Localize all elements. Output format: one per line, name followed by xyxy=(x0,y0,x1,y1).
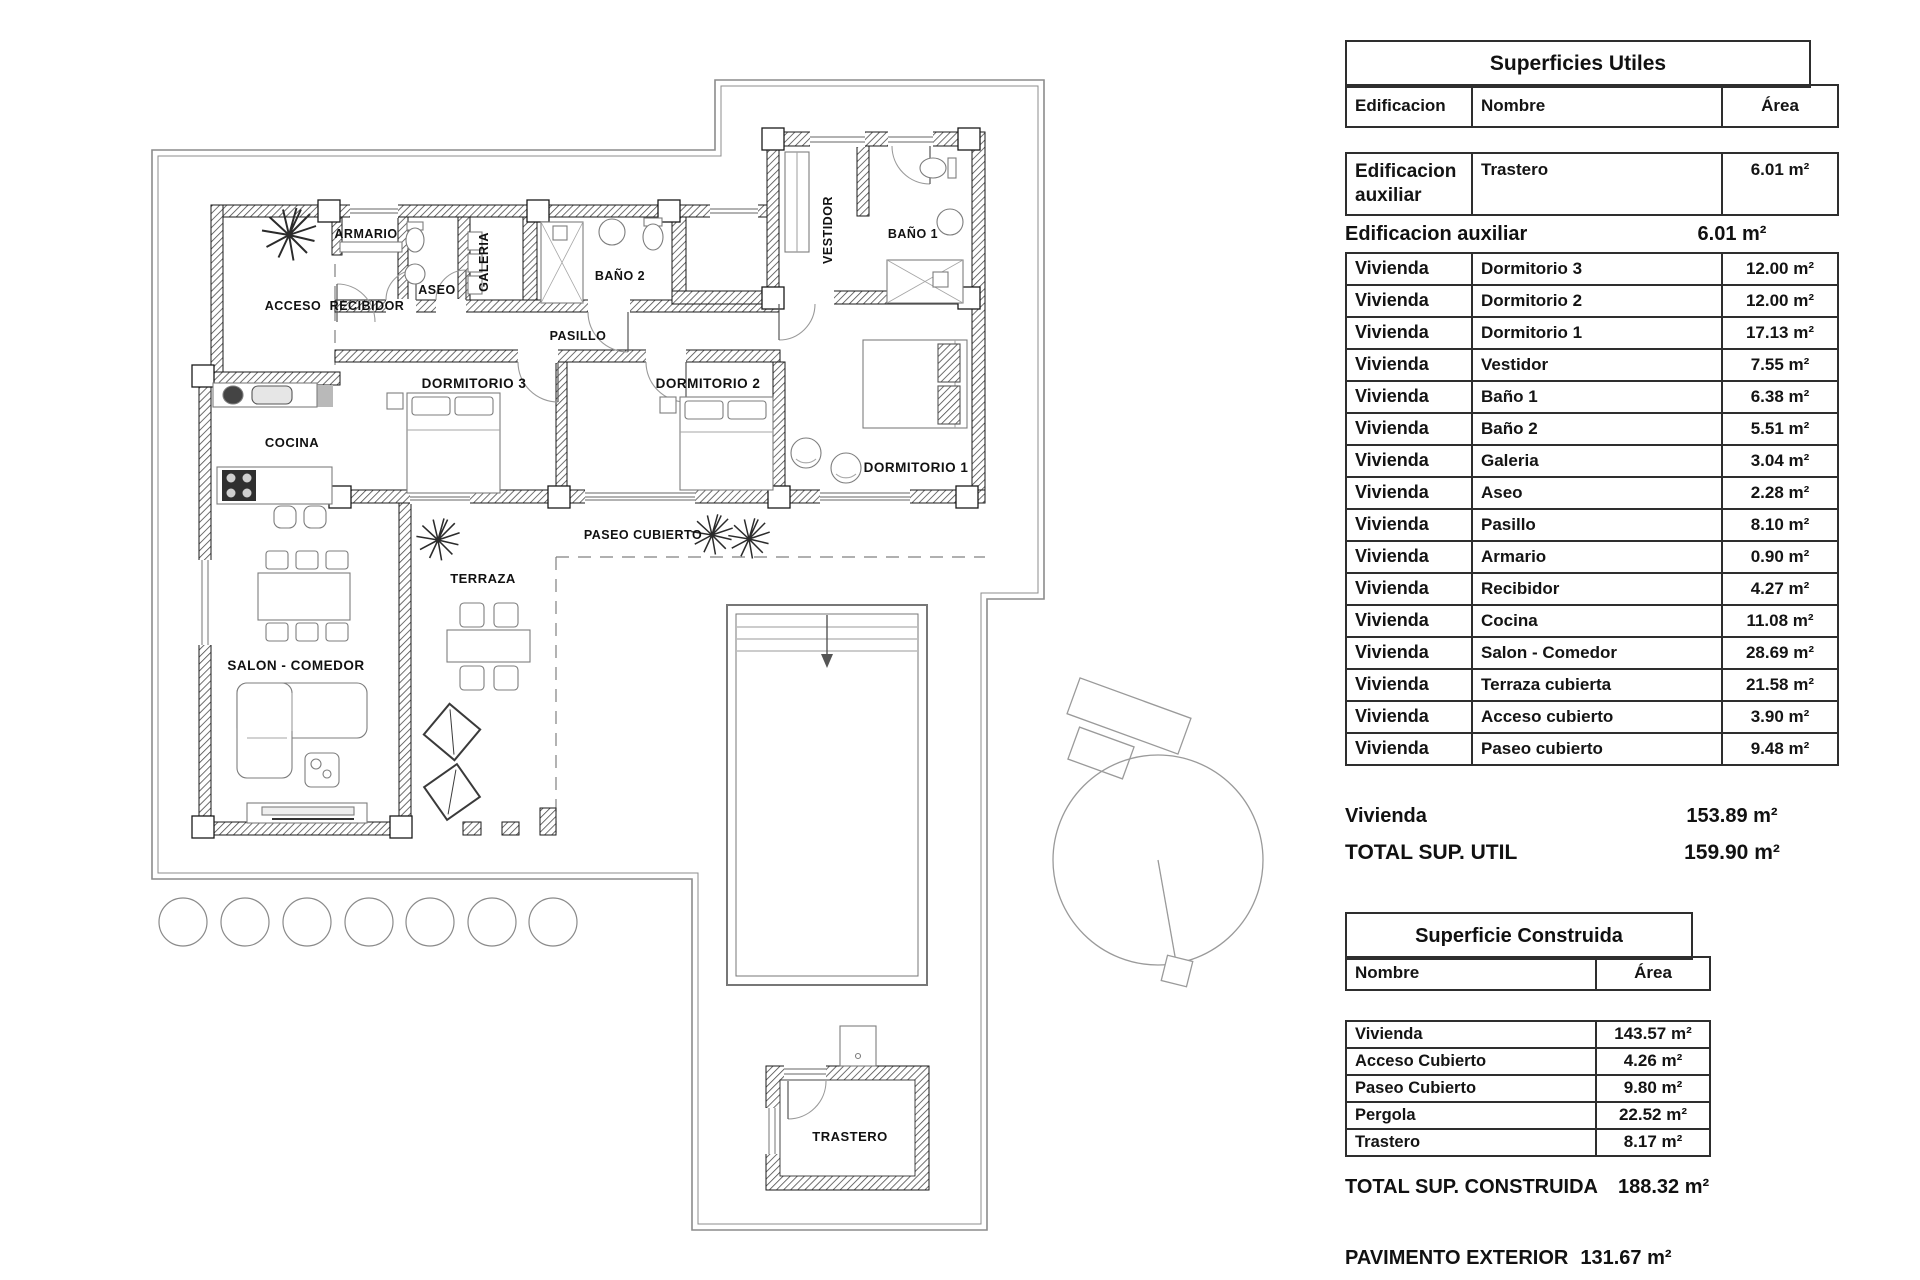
cell-nombre: Dormitorio 1 xyxy=(1472,317,1722,349)
cell-edificacion: Vivienda xyxy=(1346,317,1472,349)
table-row xyxy=(1346,413,1838,445)
cell-area: 6.01 m² xyxy=(1722,153,1838,215)
cell-area: 12.00 m² xyxy=(1722,253,1838,285)
table-row xyxy=(1346,573,1838,605)
construida-header xyxy=(1345,956,1711,991)
col-header-area: Área xyxy=(1722,85,1838,127)
col-header-area: Área xyxy=(1596,957,1710,990)
cell-area: 143.57 m² xyxy=(1596,1021,1710,1048)
table-row xyxy=(1346,1075,1710,1102)
cell-edificacion: Vivienda xyxy=(1346,733,1472,765)
cell-nombre: Dormitorio 3 xyxy=(1472,253,1722,285)
table-row xyxy=(1346,669,1838,701)
table-row xyxy=(1346,253,1838,285)
room-label-cocina: COCINA xyxy=(264,435,320,450)
cell-edificacion: Vivienda xyxy=(1346,509,1472,541)
room-label-dormitorio2: DORMITORIO 2 xyxy=(655,376,761,391)
cell-edificacion: Vivienda xyxy=(1346,637,1472,669)
cell-nombre: Paseo Cubierto xyxy=(1346,1075,1596,1102)
tree-row xyxy=(159,898,577,946)
room-label-armario: ARMARIO xyxy=(334,227,398,241)
room-label-bano1: BAÑO 1 xyxy=(887,227,939,241)
cell-area: 12.00 m² xyxy=(1722,285,1838,317)
table-row xyxy=(1346,1048,1710,1075)
table-row xyxy=(1346,285,1838,317)
table-row xyxy=(1346,85,1838,127)
cell-area: 6.38 m² xyxy=(1722,381,1838,413)
table-row xyxy=(1346,541,1838,573)
summary-label: Vivienda xyxy=(1345,804,1427,827)
utiles-title: Superficies Utiles xyxy=(1345,40,1811,88)
cell-area: 11.08 m² xyxy=(1722,605,1838,637)
pergola-circle xyxy=(1053,678,1263,987)
summary-value: 6.01 m² xyxy=(1697,222,1767,245)
cell-area: 8.10 m² xyxy=(1722,509,1838,541)
room-label-galeria: GALERIA xyxy=(477,232,491,292)
table-row xyxy=(1346,733,1838,765)
cell-area: 5.51 m² xyxy=(1722,413,1838,445)
cell-edificacion: Edificacion auxiliar xyxy=(1346,153,1472,215)
utiles-grand-total xyxy=(1345,836,1807,870)
construida-total xyxy=(1345,1172,1805,1202)
construida-rows-table xyxy=(1345,1020,1711,1157)
cell-nombre: Pasillo xyxy=(1472,509,1722,541)
pool xyxy=(727,605,927,985)
summary-value: 153.89 m² xyxy=(1686,804,1778,827)
cell-nombre: Vivienda xyxy=(1346,1021,1596,1048)
total-label: TOTAL SUP. UTIL xyxy=(1345,841,1518,864)
cell-area: 4.26 m² xyxy=(1596,1048,1710,1075)
table-row xyxy=(1346,381,1838,413)
cell-nombre: Galeria xyxy=(1472,445,1722,477)
table-row xyxy=(1346,509,1838,541)
cell-edificacion: Vivienda xyxy=(1346,477,1472,509)
cell-edificacion: Vivienda xyxy=(1346,701,1472,733)
cell-area: 8.17 m² xyxy=(1596,1129,1710,1156)
room-label-trastero: TRASTERO xyxy=(812,1129,888,1144)
cell-area: 3.90 m² xyxy=(1722,701,1838,733)
cell-area: 3.04 m² xyxy=(1722,445,1838,477)
table-row xyxy=(1346,1102,1710,1129)
cell-area: 2.28 m² xyxy=(1722,477,1838,509)
total-value: 188.32 m² xyxy=(1618,1175,1710,1198)
cell-edificacion: Vivienda xyxy=(1346,445,1472,477)
utiles-aux-total xyxy=(1345,218,1807,250)
table-row xyxy=(1346,1129,1710,1156)
room-label-recibidor: RECIBIDOR xyxy=(329,299,405,313)
cell-nombre: Salon - Comedor xyxy=(1472,637,1722,669)
summary-label: Edificacion auxiliar xyxy=(1345,222,1528,245)
table-row xyxy=(1346,1021,1710,1048)
cell-area: 9.48 m² xyxy=(1722,733,1838,765)
pavimento-label: PAVIMENTO EXTERIOR xyxy=(1345,1246,1569,1269)
pavimento-exterior xyxy=(1345,1243,1805,1273)
cell-nombre: Aseo xyxy=(1472,477,1722,509)
cell-area: 22.52 m² xyxy=(1596,1102,1710,1129)
cell-nombre: Trastero xyxy=(1472,153,1722,215)
room-label-paseo: PASEO CUBIERTO xyxy=(583,528,703,542)
table-row xyxy=(1346,477,1838,509)
cell-edificacion: Vivienda xyxy=(1346,605,1472,637)
cell-edificacion: Vivienda xyxy=(1346,381,1472,413)
cell-nombre: Acceso Cubierto xyxy=(1346,1048,1596,1075)
cell-edificacion: Vivienda xyxy=(1346,541,1472,573)
cell-area: 4.27 m² xyxy=(1722,573,1838,605)
col-header-nombre: Nombre xyxy=(1472,85,1722,127)
cell-nombre: Baño 1 xyxy=(1472,381,1722,413)
cell-nombre: Cocina xyxy=(1472,605,1722,637)
pavimento-value: 131.67 m² xyxy=(1580,1246,1672,1269)
col-header-nombre: Nombre xyxy=(1346,957,1596,990)
lounge-chairs xyxy=(424,704,480,820)
utiles-aux-table xyxy=(1345,152,1839,216)
utiles-header xyxy=(1345,84,1839,128)
utiles-rows-table xyxy=(1345,252,1839,766)
table-row xyxy=(1346,605,1838,637)
room-label-vestidor: VESTIDOR xyxy=(821,196,835,264)
construida-title: Superficie Construida xyxy=(1345,912,1693,960)
cell-nombre: Pergola xyxy=(1346,1102,1596,1129)
room-label-terraza: TERRAZA xyxy=(450,571,516,586)
room-label-dormitorio1: DORMITORIO 1 xyxy=(863,460,969,475)
table-row xyxy=(1346,317,1838,349)
cell-nombre: Armario xyxy=(1472,541,1722,573)
table-row xyxy=(1346,637,1838,669)
table-row xyxy=(1346,957,1710,990)
cell-nombre: Terraza cubierta xyxy=(1472,669,1722,701)
room-label-dormitorio3: DORMITORIO 3 xyxy=(421,376,527,391)
cell-nombre: Baño 2 xyxy=(1472,413,1722,445)
room-label-aseo: ASEO xyxy=(418,283,456,297)
cell-area: 17.13 m² xyxy=(1722,317,1838,349)
cell-nombre: Vestidor xyxy=(1472,349,1722,381)
cell-edificacion: Vivienda xyxy=(1346,413,1472,445)
cell-nombre: Dormitorio 2 xyxy=(1472,285,1722,317)
room-label-pasillo: PASILLO xyxy=(549,329,607,343)
cell-nombre: Trastero xyxy=(1346,1129,1596,1156)
table-row xyxy=(1346,153,1838,215)
total-label: TOTAL SUP. CONSTRUIDA xyxy=(1345,1175,1598,1198)
cell-edificacion: Vivienda xyxy=(1346,573,1472,605)
cell-edificacion: Vivienda xyxy=(1346,285,1472,317)
utiles-vivienda-total xyxy=(1345,800,1807,832)
table-row xyxy=(1346,349,1838,381)
table-row xyxy=(1346,445,1838,477)
cell-nombre: Acceso cubierto xyxy=(1472,701,1722,733)
cell-area: 0.90 m² xyxy=(1722,541,1838,573)
cell-edificacion: Vivienda xyxy=(1346,253,1472,285)
cell-edificacion: Vivienda xyxy=(1346,669,1472,701)
room-label-salon: SALON - COMEDOR xyxy=(227,658,365,673)
cell-nombre: Recibidor xyxy=(1472,573,1722,605)
cell-area: 28.69 m² xyxy=(1722,637,1838,669)
room-label-acceso: ACCESO xyxy=(264,299,322,313)
cell-edificacion: Vivienda xyxy=(1346,349,1472,381)
room-label-bano2: BAÑO 2 xyxy=(594,269,646,283)
cell-nombre: Paseo cubierto xyxy=(1472,733,1722,765)
total-value: 159.90 m² xyxy=(1684,841,1780,864)
cell-area: 7.55 m² xyxy=(1722,349,1838,381)
cell-area: 9.80 m² xyxy=(1596,1075,1710,1102)
col-header-edificacion: Edificacion xyxy=(1346,85,1472,127)
table-row xyxy=(1346,701,1838,733)
cell-area: 21.58 m² xyxy=(1722,669,1838,701)
